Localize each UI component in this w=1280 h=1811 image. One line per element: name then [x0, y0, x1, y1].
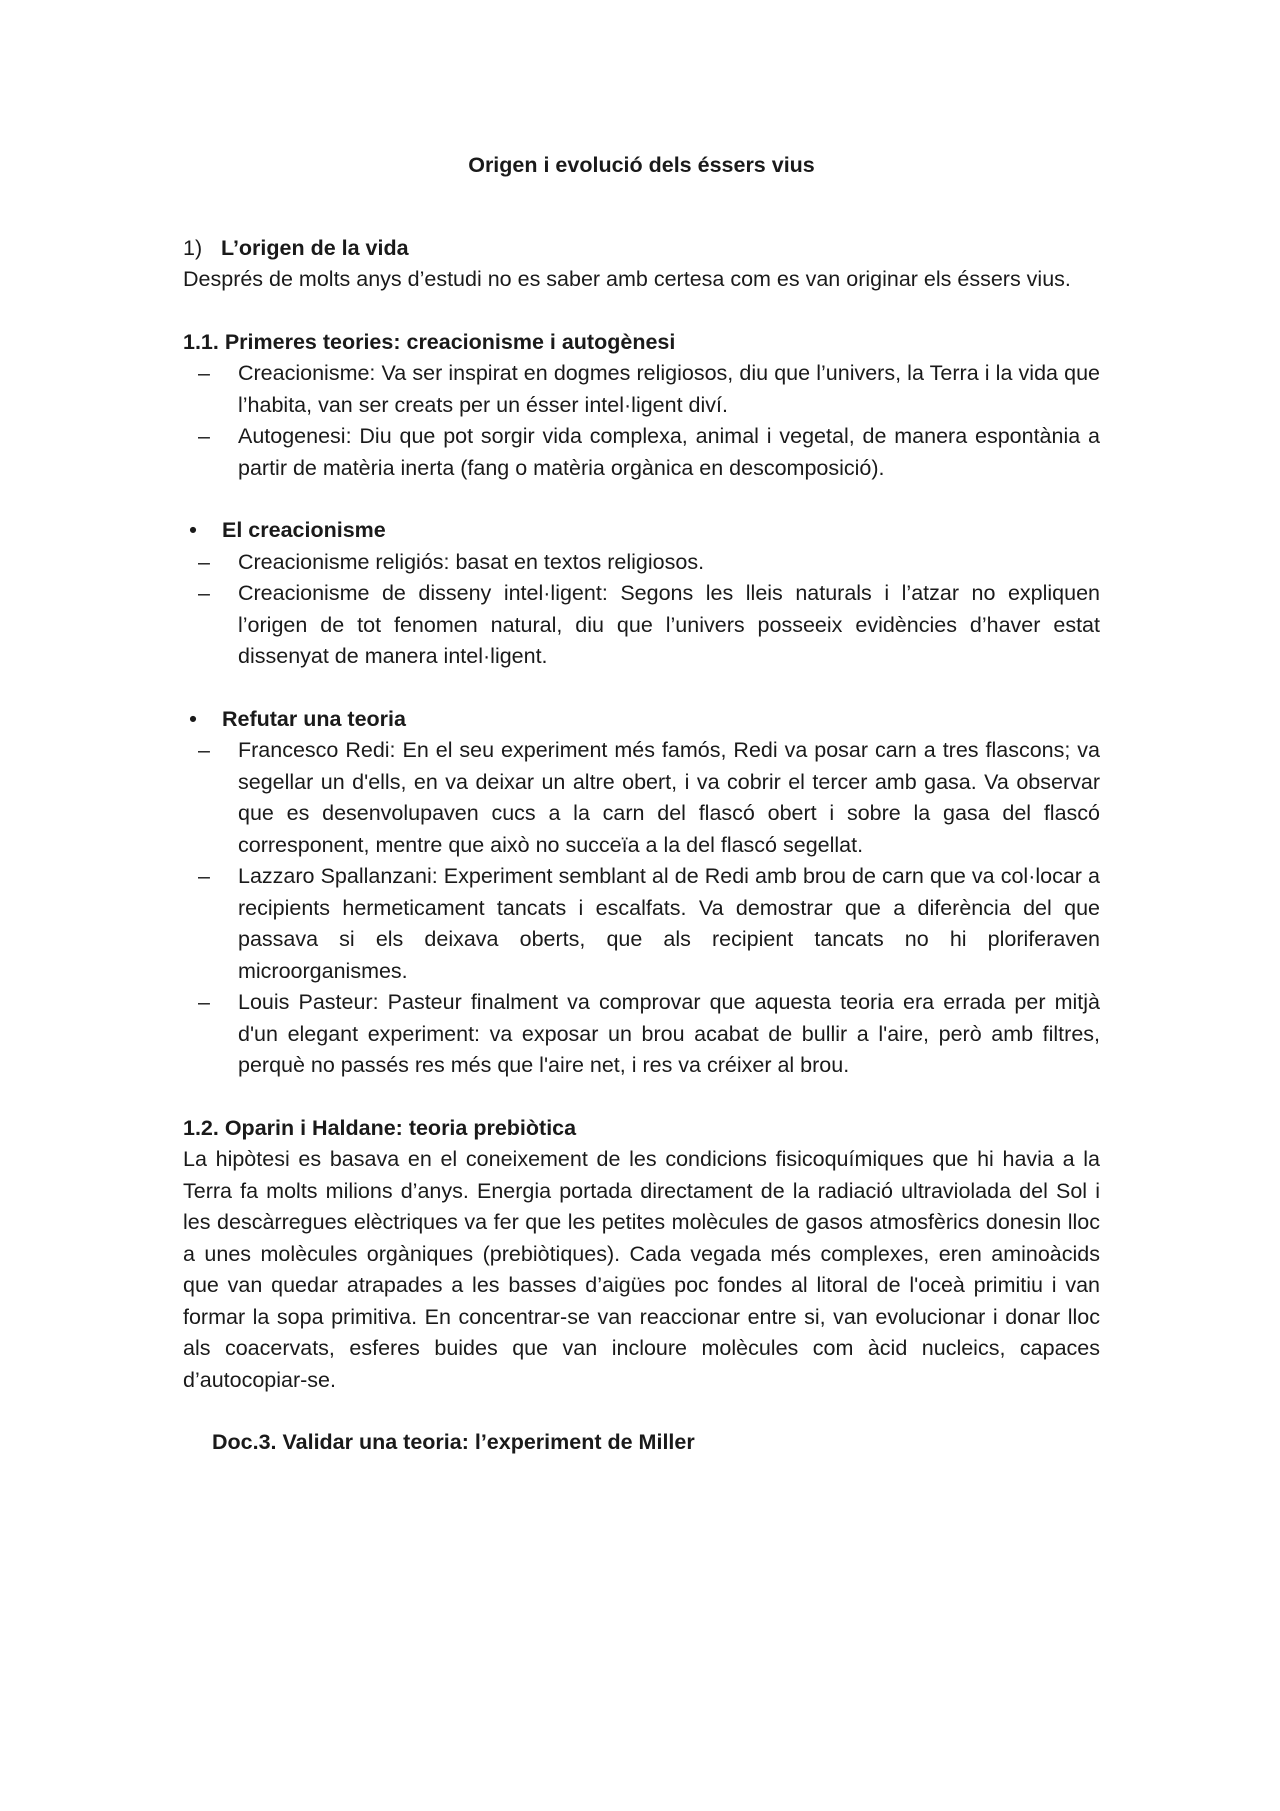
doc-3-heading: Doc.3. Validar una teoria: l’experiment de Miller	[212, 1430, 695, 1454]
list-item	[183, 987, 1100, 1082]
creacionisme-heading	[183, 515, 1100, 547]
bullet-icon: •	[189, 706, 197, 731]
list-item-text: Autogenesi: Diu que pot sorgir vida complexa, animal i vegetal, de manera espontània a partir de matèria inerta (fang o matèria orgànica en descomposició).	[238, 424, 1100, 480]
list-item	[183, 358, 1100, 421]
list-item	[183, 547, 1100, 579]
section-1-2-heading: 1.2. Oparin i Haldane: teoria prebiòtica	[183, 1115, 577, 1140]
dash-marker: –	[198, 549, 210, 574]
creacionisme-list	[183, 547, 1100, 673]
list-item-text: Creacionisme: Va ser inspirat en dogmes religiosos, diu que l’univers, la Terra i la vida que l’habita, van ser creats per un ésser intel·ligent diví.	[238, 361, 1100, 417]
section-1-1-list	[183, 358, 1100, 484]
dash-marker: –	[198, 581, 210, 605]
dash-marker: –	[198, 990, 210, 1014]
list-item-text: Creacionisme de disseny intel·ligent: Segons les lleis naturals i l’atzar no expliquen l’origen de tot fenomen natural, diu que l’univers posseeix evidències d’haver estat dissenyat de manera intel·ligent.	[238, 581, 1100, 668]
section-1-heading	[183, 233, 1100, 265]
section-1-2-body: La hipòtesi es basava en el coneixement de les condicions fisicoquímiques que hi havia a la Terra fa molts milions d’anys. Energia portada directament de la radiació ultraviolada del Sol i les descàrregues elèctriques va fer que les petites molècules de gasos atmosfèrics donesin lloc a unes molècules orgàniques (prebiòtiques). Cada vegada més complexes, eren aminoàcids que van quedar atrapades a les basses d’aigües poc fondes al litoral de l'oceà primitiu i van formar la sopa primitiva. En concentrar-se van reaccionar entre si, van evolucionar i donar lloc als coacervats, esferes buides que van incloure molècules com àcid nucleics, capaces d’autocopiar-se.	[183, 1147, 1100, 1392]
dash-marker: –	[198, 361, 210, 385]
bullet-icon: •	[189, 518, 197, 542]
list-item-text: Lazzaro Spallanzani: Experiment semblant al de Redi amb brou de carn que va col·locar a recipients hermeticament tancats i escalfats. Va demostrar que a diferència del que passava si els deixava oberts, que als recipient tancats no hi ploriferaven microorganismes.	[238, 864, 1100, 983]
refutar-heading	[183, 704, 1100, 736]
dash-marker: –	[198, 738, 210, 762]
section-1-number: 1)	[183, 235, 203, 260]
document-title: Origen i evolució dels éssers vius	[468, 153, 815, 177]
list-item-text: Creacionisme religiós: basat en textos religiosos.	[238, 549, 705, 574]
list-item	[183, 861, 1100, 987]
dash-marker: –	[198, 424, 210, 448]
list-item	[183, 735, 1100, 861]
list-item-text: Louis Pasteur: Pasteur finalment va comprovar que aquesta teoria era errada per mitjà d'un elegant experiment: va exposar un brou acabat de bullir a l'aire, però amb filtres, perquè no passés res més que l'aire net, i res va créixer al brou.	[238, 990, 1100, 1077]
list-item	[183, 421, 1100, 484]
section-1-heading-text: L’origen de la vida	[221, 235, 409, 260]
dash-marker: –	[198, 864, 210, 888]
list-item-text: Francesco Redi: En el seu experiment més famós, Redi va posar carn a tres flascons; va segellar un d'ells, en va deixar un altre obert, i va cobrir el tercer amb gasa. Va observar que es desenvolupaven cucs a la carn del flascó obert i sobre la gasa del flascó corresponent, mentre que això no succeïa a la del flascó segellat.	[238, 738, 1100, 857]
list-item	[183, 578, 1100, 673]
creacionisme-heading-text: El creacionisme	[222, 518, 386, 542]
section-1-intro: Després de molts anys d’estudi no es saber amb certesa com es van originar els éssers vius.	[183, 267, 1071, 291]
document-page	[183, 150, 1100, 1459]
refutar-list	[183, 735, 1100, 1082]
section-1-1-heading: 1.1. Primeres teories: creacionisme i autogènesi	[183, 329, 676, 354]
refutar-heading-text: Refutar una teoria	[222, 706, 406, 731]
